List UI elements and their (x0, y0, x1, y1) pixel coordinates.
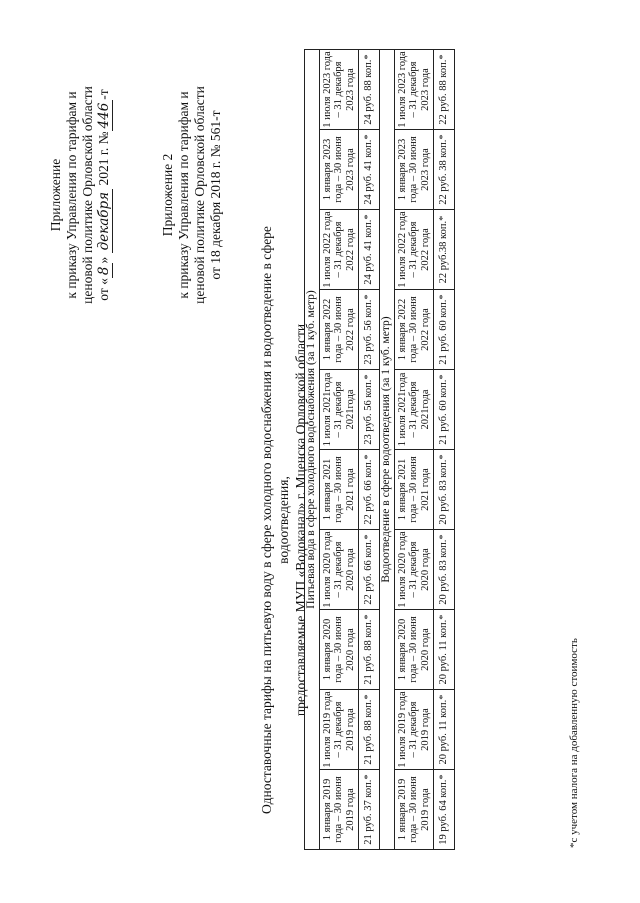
period-cell: 1 января 2023 года – 30 июня 2023 года (394, 130, 434, 210)
period-cell: 1 июля 2019 года – 31 декабря 2019 года (394, 690, 434, 770)
tariff-value: 23 руб. 56 коп.* (359, 370, 380, 450)
appendix-2-line: ценовой политике Орловской области (192, 86, 207, 304)
tariff-value: 21 руб. 37 коп.* (359, 770, 380, 850)
appendix-2-line: от 18 декабря 2018 г. № 561-т (208, 110, 223, 280)
title-line-2: предоставляемые МУП «Водоканал» г. Мценска Орловской области (293, 323, 308, 717)
title-line-1: Одноставочные тарифы на питьевую воду в сфере холодного водоснабжения и водоотведение в сфере водоотведения, (259, 226, 291, 814)
period-cell: 1 июля 2021года – 31 декабря 2021года (394, 370, 434, 450)
appendix-line: к приказу Управления по тарифам и (64, 91, 79, 299)
period-cell: 1 января 2019 года – 30 июня 2019 года (394, 770, 434, 850)
period-cell: 1 июля 2021года – 31 декабря 2021года (319, 370, 359, 450)
tariff-value: 22 руб. 66 коп.* (359, 530, 380, 610)
period-cell: 1 января 2023 года – 30 июня 2023 года (319, 130, 359, 210)
tariff-value: 24 руб. 41 коп.* (359, 210, 380, 290)
tariff-value-row (434, 50, 455, 850)
section-header-row (305, 50, 320, 850)
appendix-2-title: Приложение 2 (160, 153, 175, 237)
tariff-value: 19 руб. 64 коп.* (434, 770, 455, 850)
handwritten-month: декабря (96, 189, 113, 253)
period-cell: 1 января 2022 года – 30 июня 2022 года (394, 290, 434, 370)
handwritten-number: 446 (96, 100, 113, 132)
tariff-value: 22 руб. 66 коп.* (359, 450, 380, 530)
period-cell: 1 января 2020 года – 30 июня 2020 года (319, 610, 359, 690)
appendix-2-header (160, 50, 224, 340)
period-cell: 1 января 2020 года – 30 июня 2020 года (394, 610, 434, 690)
period-cell: 1 января 2021 года – 30 июня 2021 года (319, 450, 359, 530)
tariff-value-row (359, 50, 380, 850)
period-cell: 1 июля 2022 года – 31 декабря 2022 года (394, 210, 434, 290)
period-cell: 1 июля 2023 года – 31 декабря 2023 года (394, 50, 434, 130)
appendix-title: Приложение (48, 158, 63, 232)
period-cell: 1 января 2019 года – 30 июня 2019 года (319, 770, 359, 850)
tariff-value: 20 руб. 83 коп.* (434, 530, 455, 610)
period-cell: 1 июля 2020 года – 31 декабря 2020 года (394, 530, 434, 610)
appendix-line: ценовой политике Орловской области (80, 86, 95, 304)
tariff-value: 21 руб. 60 коп.* (434, 290, 455, 370)
section-title-water: Питьевая вода в сфере холодного водоснабжения (за 1 куб. метр) (305, 50, 320, 850)
period-cell: 1 июля 2019 года – 31 декабря 2019 года (319, 690, 359, 770)
tariff-value: 23 руб. 56 коп.* (359, 290, 380, 370)
tariff-value: 22 руб. 88 коп.* (434, 50, 455, 130)
tariff-value: 22 руб.38 коп.* (434, 210, 455, 290)
period-cell: 1 января 2022 года – 30 июня 2022 года (319, 290, 359, 370)
period-cell: 1 июля 2020 года – 31 декабря 2020 года (319, 530, 359, 610)
period-cell: 1 июля 2022 года – 31 декабря 2022 года (319, 210, 359, 290)
period-row (319, 50, 359, 850)
period-cell: 1 января 2021 года – 30 июня 2021 года (394, 450, 434, 530)
appendix-header (48, 50, 112, 340)
document-title (258, 200, 309, 840)
tariff-value: 24 руб. 41 коп.* (359, 130, 380, 210)
handwritten-day: 8 (96, 264, 113, 279)
appendix-date-line: от «8» декабря 2021 г. №446-т (96, 89, 112, 301)
tariff-table (304, 49, 455, 850)
appendix-2-line: к приказу Управления по тарифам и (176, 91, 191, 299)
tariff-value: 21 руб. 60 коп.* (434, 370, 455, 450)
footnote: *с учетом налога на добавленную стоимость (568, 638, 580, 848)
section-header-row (380, 50, 395, 850)
tariff-value: 20 руб. 11 коп.* (434, 690, 455, 770)
tariff-value: 21 руб. 88 коп.* (359, 690, 380, 770)
period-cell: 1 июля 2023 года – 31 декабря 2023 года (319, 50, 359, 130)
tariff-value: 22 руб. 38 коп.* (434, 130, 455, 210)
tariff-value: 20 руб. 11 коп.* (434, 610, 455, 690)
tariff-value: 21 руб. 88 коп.* (359, 610, 380, 690)
tariff-value: 24 руб. 88 коп.* (359, 50, 380, 130)
tariff-value: 20 руб. 83 коп.* (434, 450, 455, 530)
rotated-document-page (40, 40, 600, 860)
section-title-sewage: Водоотведение в сфере водоотведения (за 1 куб. метр) (380, 50, 395, 850)
period-row (394, 50, 434, 850)
